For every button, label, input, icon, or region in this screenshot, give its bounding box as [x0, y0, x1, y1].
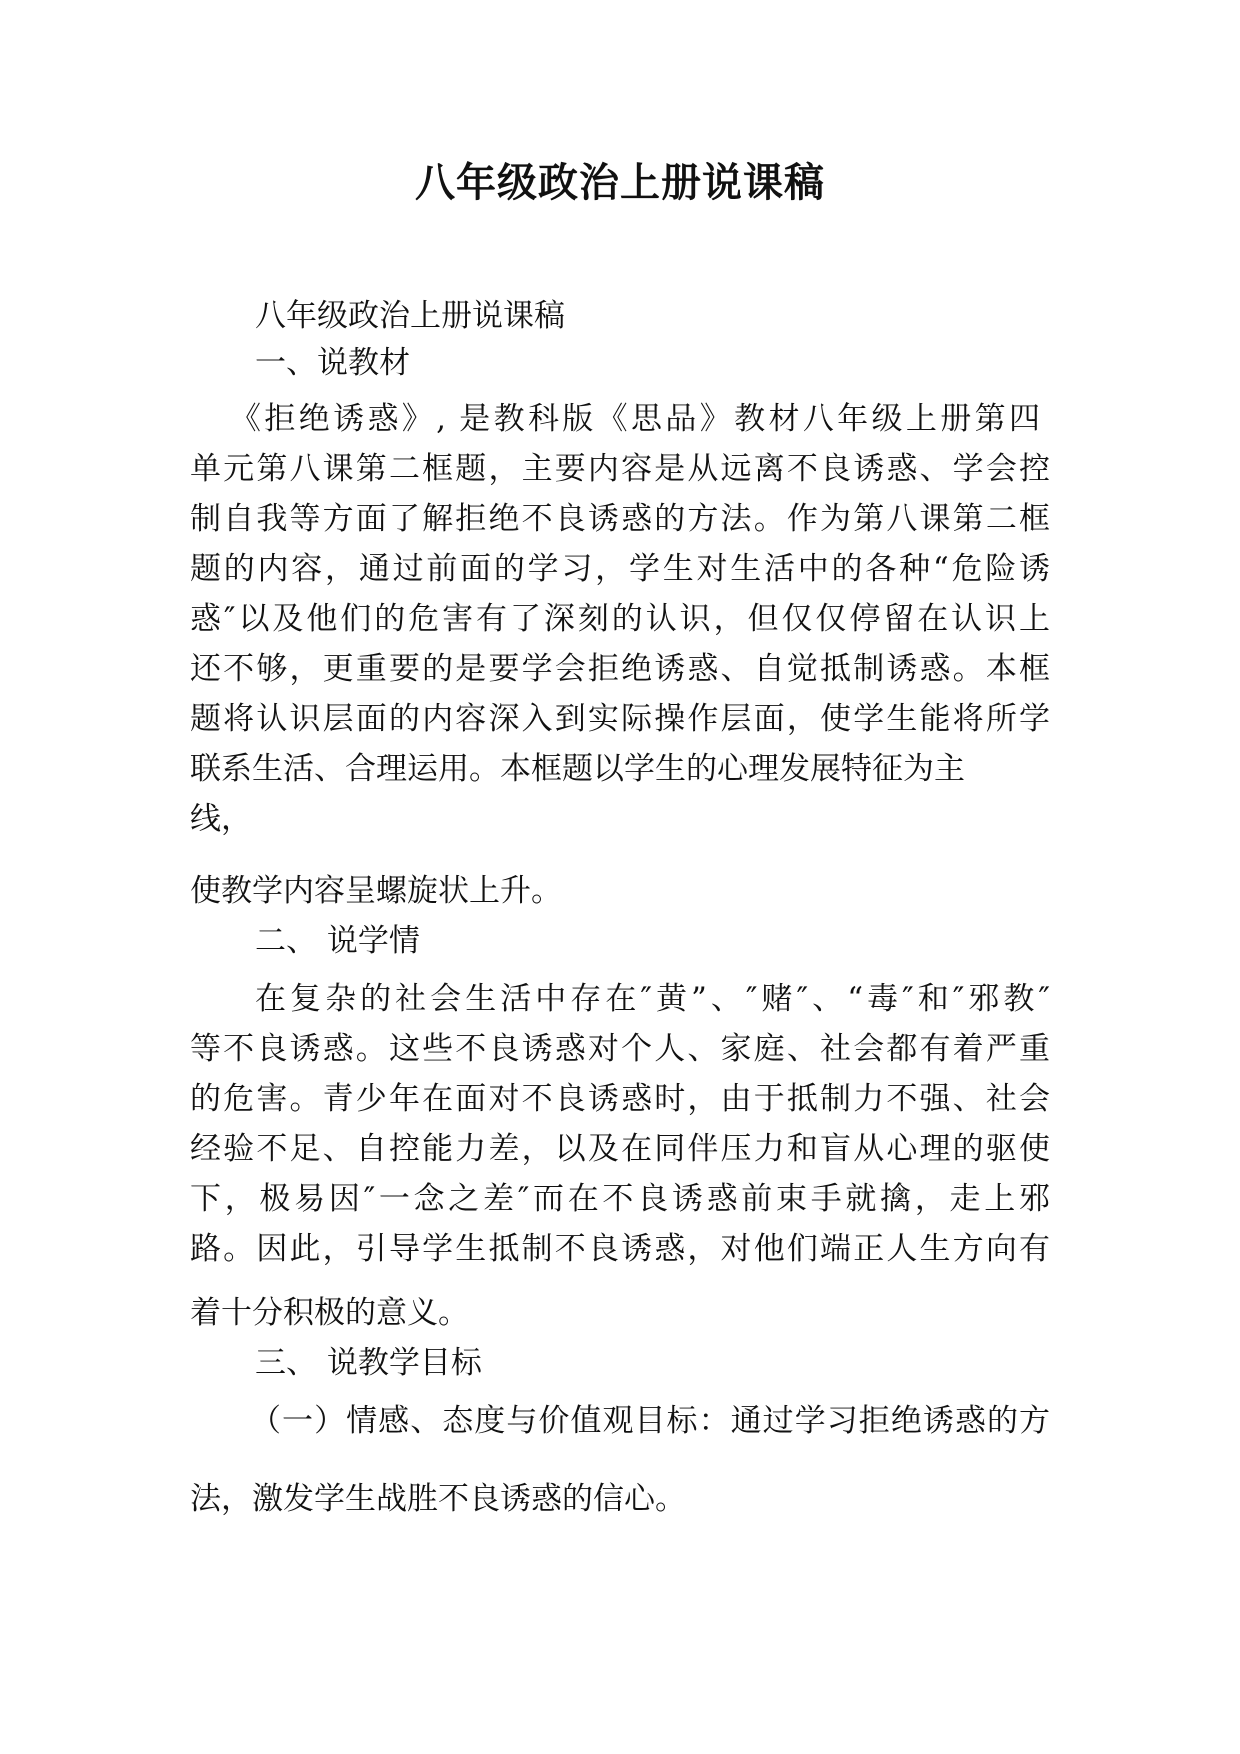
paragraph-line: 经验不足、自控能力差，以及在同伴压力和盲从心理的驱使: [190, 1131, 1050, 1167]
paragraph-line: 惑″以及他们的危害有了深刻的认识，但仅仅停留在认识上: [190, 601, 1050, 637]
paragraph-line: 等不良诱惑。这些不良诱惑对个人、家庭、社会都有着严重: [190, 1031, 1050, 1067]
paragraph-line: 联系生活、合理运用。本框题以学生的心理发展特征为主: [190, 751, 965, 787]
paragraph-line: 路。因此，引导学生抵制不良诱惑，对他们端正人生方向有: [190, 1231, 1050, 1267]
document-subtitle: 八年级政治上册说课稿: [255, 298, 565, 334]
section-heading-objectives: 三、 说教学目标: [255, 1345, 482, 1381]
paragraph-line: 题将认识层面的内容深入到实际操作层面，使学生能将所学: [190, 701, 1050, 737]
paragraph-line: 线，: [190, 801, 252, 837]
paragraph-line: 在复杂的社会生活中存在″黄”、″赌″、“毒″和″邪教″: [255, 981, 1050, 1017]
section-heading-students: 二、 说学情: [255, 923, 420, 959]
paragraph-line: （一）情感、态度与价值观目标：通过学习拒绝诱惑的方: [250, 1403, 1050, 1439]
page-title: 八年级政治上册说课稿: [415, 160, 825, 206]
paragraph-line: 《拒绝诱惑》, 是教科版《思品》教材八年级上册第四: [230, 401, 1040, 437]
paragraph-line: 着十分积极的意义。: [190, 1295, 469, 1331]
paragraph-line: 的危害。青少年在面对不良诱惑时，由于抵制力不强、社会: [190, 1081, 1050, 1117]
paragraph-line: 使教学内容呈螺旋状上升。: [190, 873, 562, 909]
paragraph-line: 制自我等方面了解拒绝不良诱惑的方法。作为第八课第二框: [190, 501, 1050, 537]
section-heading-textbook: 一、说教材: [255, 345, 410, 381]
paragraph-line: 法，激发学生战胜不良诱惑的信心。: [190, 1481, 686, 1517]
paragraph-line: 题的内容，通过前面的学习，学生对生活中的各种“危险诱: [190, 551, 1050, 587]
paragraph-line: 下，极易因″一念之差″而在不良诱惑前束手就擒，走上邪: [190, 1181, 1050, 1217]
paragraph-line: 还不够，更重要的是要学会拒绝诱惑、自觉抵制诱惑。本框: [190, 651, 1050, 687]
paragraph-line: 单元第八课第二框题，主要内容是从远离不良诱惑、学会控: [190, 451, 1050, 487]
